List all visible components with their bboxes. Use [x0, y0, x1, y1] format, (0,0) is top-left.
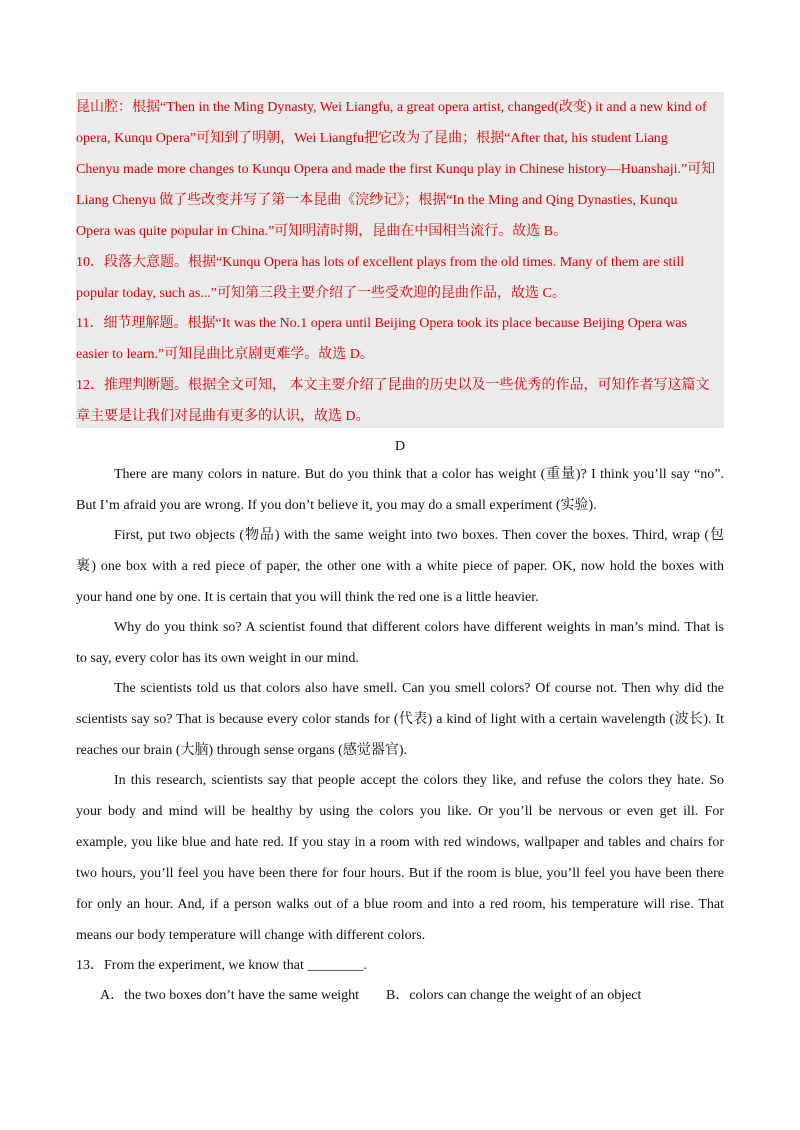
- section-title: D: [394, 439, 406, 454]
- passage-line: for only an hour. And, if a person walks out of a blue room and into a red room, his temperature will rise. That: [76, 897, 724, 912]
- passage-line: example, you like blue and hate red. If you stay in a room with red windows, wallpaper and tables and chairs for: [76, 835, 724, 850]
- passage-line: 裹) one box with a red piece of paper, the other one with a white piece of paper. OK, now hold the boxes with: [76, 559, 724, 574]
- answer-line: 10．段落大意题。根据“Kunqu Opera has lots of excellent plays from the old times. Many of them are still: [76, 255, 685, 270]
- passage-line: But I’m afraid you are wrong. If you don’t believe it, you may do a small experiment (实验).: [76, 498, 597, 513]
- answer-line: popular today, such as...”可知第三段主要介绍了一些受欢迎的昆曲作品，故选 C。: [76, 286, 566, 301]
- passage-line: to say, every color has its own weight in our mind.: [76, 651, 359, 666]
- option-b: B．colors can change the weight of an object: [386, 988, 642, 1003]
- passage-line: two hours, you’ll feel you have been there for four hours. But if the room is blue, you’ll feel you have been there: [76, 866, 724, 881]
- passage-line: your hand one by one. It is certain that you will think the red one is a little heavier.: [76, 590, 539, 605]
- passage-line: The scientists told us that colors also have smell. Can you smell colors? Of course not. Then why did the: [114, 681, 724, 696]
- answer-line: 昆山腔：根据“Then in the Ming Dynasty, Wei Liangfu, a great opera artist, changed(改变) it and a new kind of: [76, 100, 707, 115]
- passage-line: scientists say so? That is because every color stands for (代表) a kind of light with a certain wavelength (波长). It: [76, 712, 724, 727]
- question-stem: 13．From the experiment, we know that ________.: [76, 958, 367, 973]
- passage-line: In this research, scientists say that people accept the colors they like, and refuse the colors they hate. So: [114, 773, 724, 788]
- answer-line: 12．推理判断题。根据全文可知， 本文主要介绍了昆曲的历史以及一些优秀的作品，可知作者写这篇文: [76, 378, 710, 393]
- option-a: A．the two boxes don’t have the same weight: [100, 988, 360, 1003]
- passage-line: There are many colors in nature. But do you think that a color has weight (重量)? I think you’ll say “no”.: [114, 467, 724, 482]
- passage-line: reaches our brain (大脑) through sense organs (感觉器官).: [76, 743, 407, 758]
- passage-line: your body and mind will be healthy by using the colors you like. Or you’ll be nervous or even get ill. For: [76, 804, 724, 819]
- answer-line: Liang Chenyu 做了些改变并写了第一本昆曲《浣纱记》；根据“In the Ming and Qing Dynasties, Kunqu: [76, 193, 678, 208]
- passage-line: First, put two objects (物品) with the same weight into two boxes. Then cover the boxes. Third, wrap (包: [114, 528, 724, 543]
- passage-line: Why do you think so? A scientist found that different colors have different weights in man’s mind. That is: [114, 620, 724, 635]
- passage-line: means our body temperature will change with different colors.: [76, 928, 426, 943]
- answer-line: Chenyu made more changes to Kunqu Opera and made the first Kunqu play in Chinese history—Huanshaji.”可知: [76, 162, 716, 177]
- answer-line: Opera was quite popular in China.”可知明清时期，昆曲在中国相当流行。故选 B。: [76, 224, 568, 239]
- answer-line: easier to learn.”可知昆曲比京剧更难学。故选 D。: [76, 347, 374, 362]
- answer-line: 11．细节理解题。根据“It was the No.1 opera until Beijing Opera took its place because Beijing Opera was: [76, 316, 688, 331]
- answer-line: 章主要是让我们对昆曲有更多的认识，故选 D。: [76, 409, 370, 424]
- answer-line: opera, Kunqu Opera”可知到了明朝，Wei Liangfu把它改为了昆曲；根据“After that, his student Liang: [76, 131, 668, 146]
